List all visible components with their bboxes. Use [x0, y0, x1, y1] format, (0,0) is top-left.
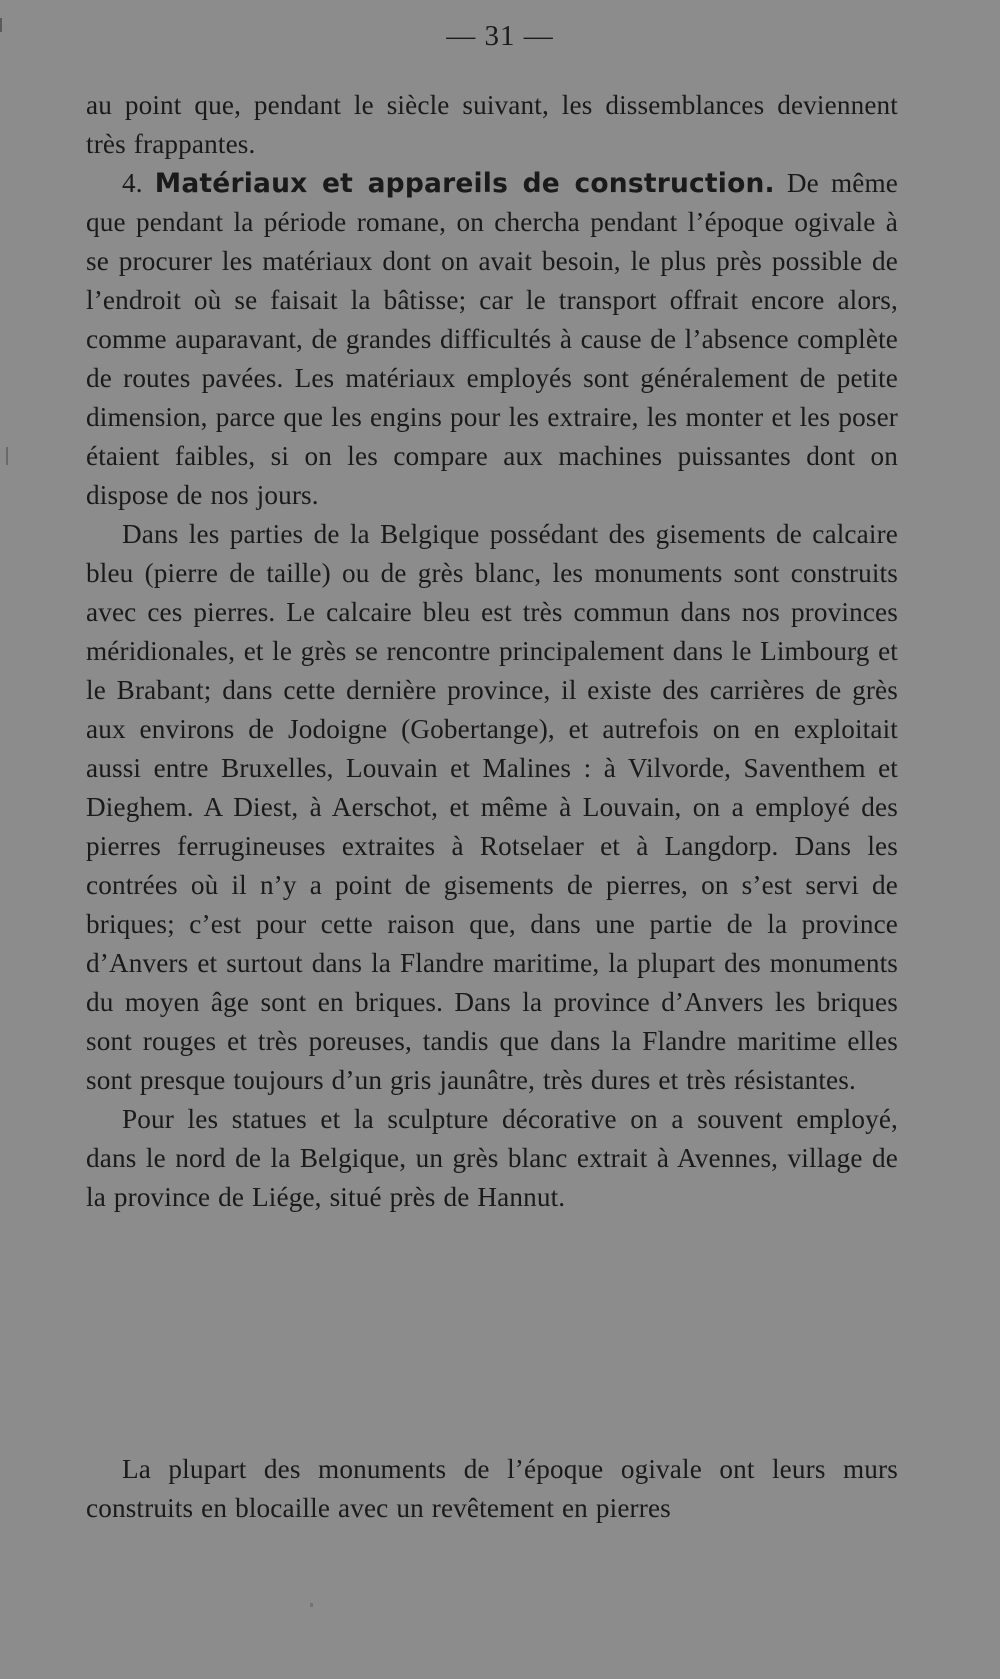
paragraph-section-4 [86, 164, 898, 515]
paragraph-walls: La plupart des monuments de l’époque ogivale ont leurs murs construits en blocaille avec un revêtement en pierres [86, 1454, 898, 1523]
scan-mark [0, 18, 2, 32]
scan-mark [6, 447, 8, 465]
page-number: — 31 — [446, 20, 554, 52]
section-number: 4. [122, 168, 143, 198]
paragraph-continuation: au point que, pendant le siècle suivant, les dissemblances deviennent très frappantes. [86, 90, 898, 159]
main-text [86, 86, 898, 1217]
text-after-break [86, 1450, 898, 1528]
section-heading: Matériaux et appareils de construction. [154, 168, 775, 199]
section-body: De même que pendant la période romane, on chercha pendant l’époque ogivale à se procurer les matériaux dont on avait besoin, le plus près possible de l’endroit où se faisait la bâtisse; car le transport offrait encore alors, comme auparavant, de grandes difficultés à cause de l’absence complète de routes pavées. Les matériaux employés sont généralement de petite dimension, parce que les engins pour les extraire, les monter et les poser étaient faibles, si on les compare aux machines puissantes dont on dispose de nos jours. [86, 168, 898, 510]
scan-mark [310, 1603, 313, 1607]
paragraph-statues: Pour les statues et la sculpture décorative on a souvent employé, dans le nord de la Belgique, un grès blanc extrait à Avennes, village de la province de Liége, situé près de Hannut. [86, 1104, 898, 1212]
paragraph-stone-deposits: Dans les parties de la Belgique possédant des gisements de calcaire bleu (pierre de taille) ou de grès blanc, les monuments sont construits avec ces pierres. Le calcaire bleu est très commun dans nos provinces méridionales, et le grès se rencontre principalement dans le Limbourg et le Brabant; dans cette dernière province, il existe des carrières de grès aux environs de Jodoigne (Gobertange), et autrefois on en exploitait aussi entre Bruxelles, Louvain et Malines : à Vilvorde, Saventhem et Dieghem. A Diest, à Aerschot, et même à Louvain, on a employé des pierres ferrugineuses extraites à Rotselaer et à Langdorp. Dans les contrées où il n’y a point de gisements de pierres, on s’est servi de briques; c’est pour cette raison que, dans une partie de la province d’Anvers et surtout dans la Flandre maritime, la plupart des monuments du moyen âge sont en briques. Dans la province d’Anvers les briques sont rouges et très poreuses, tandis que dans la Flandre maritime elles sont presque toujours d’un gris jaunâtre, très dures et très résistantes. [86, 519, 898, 1095]
